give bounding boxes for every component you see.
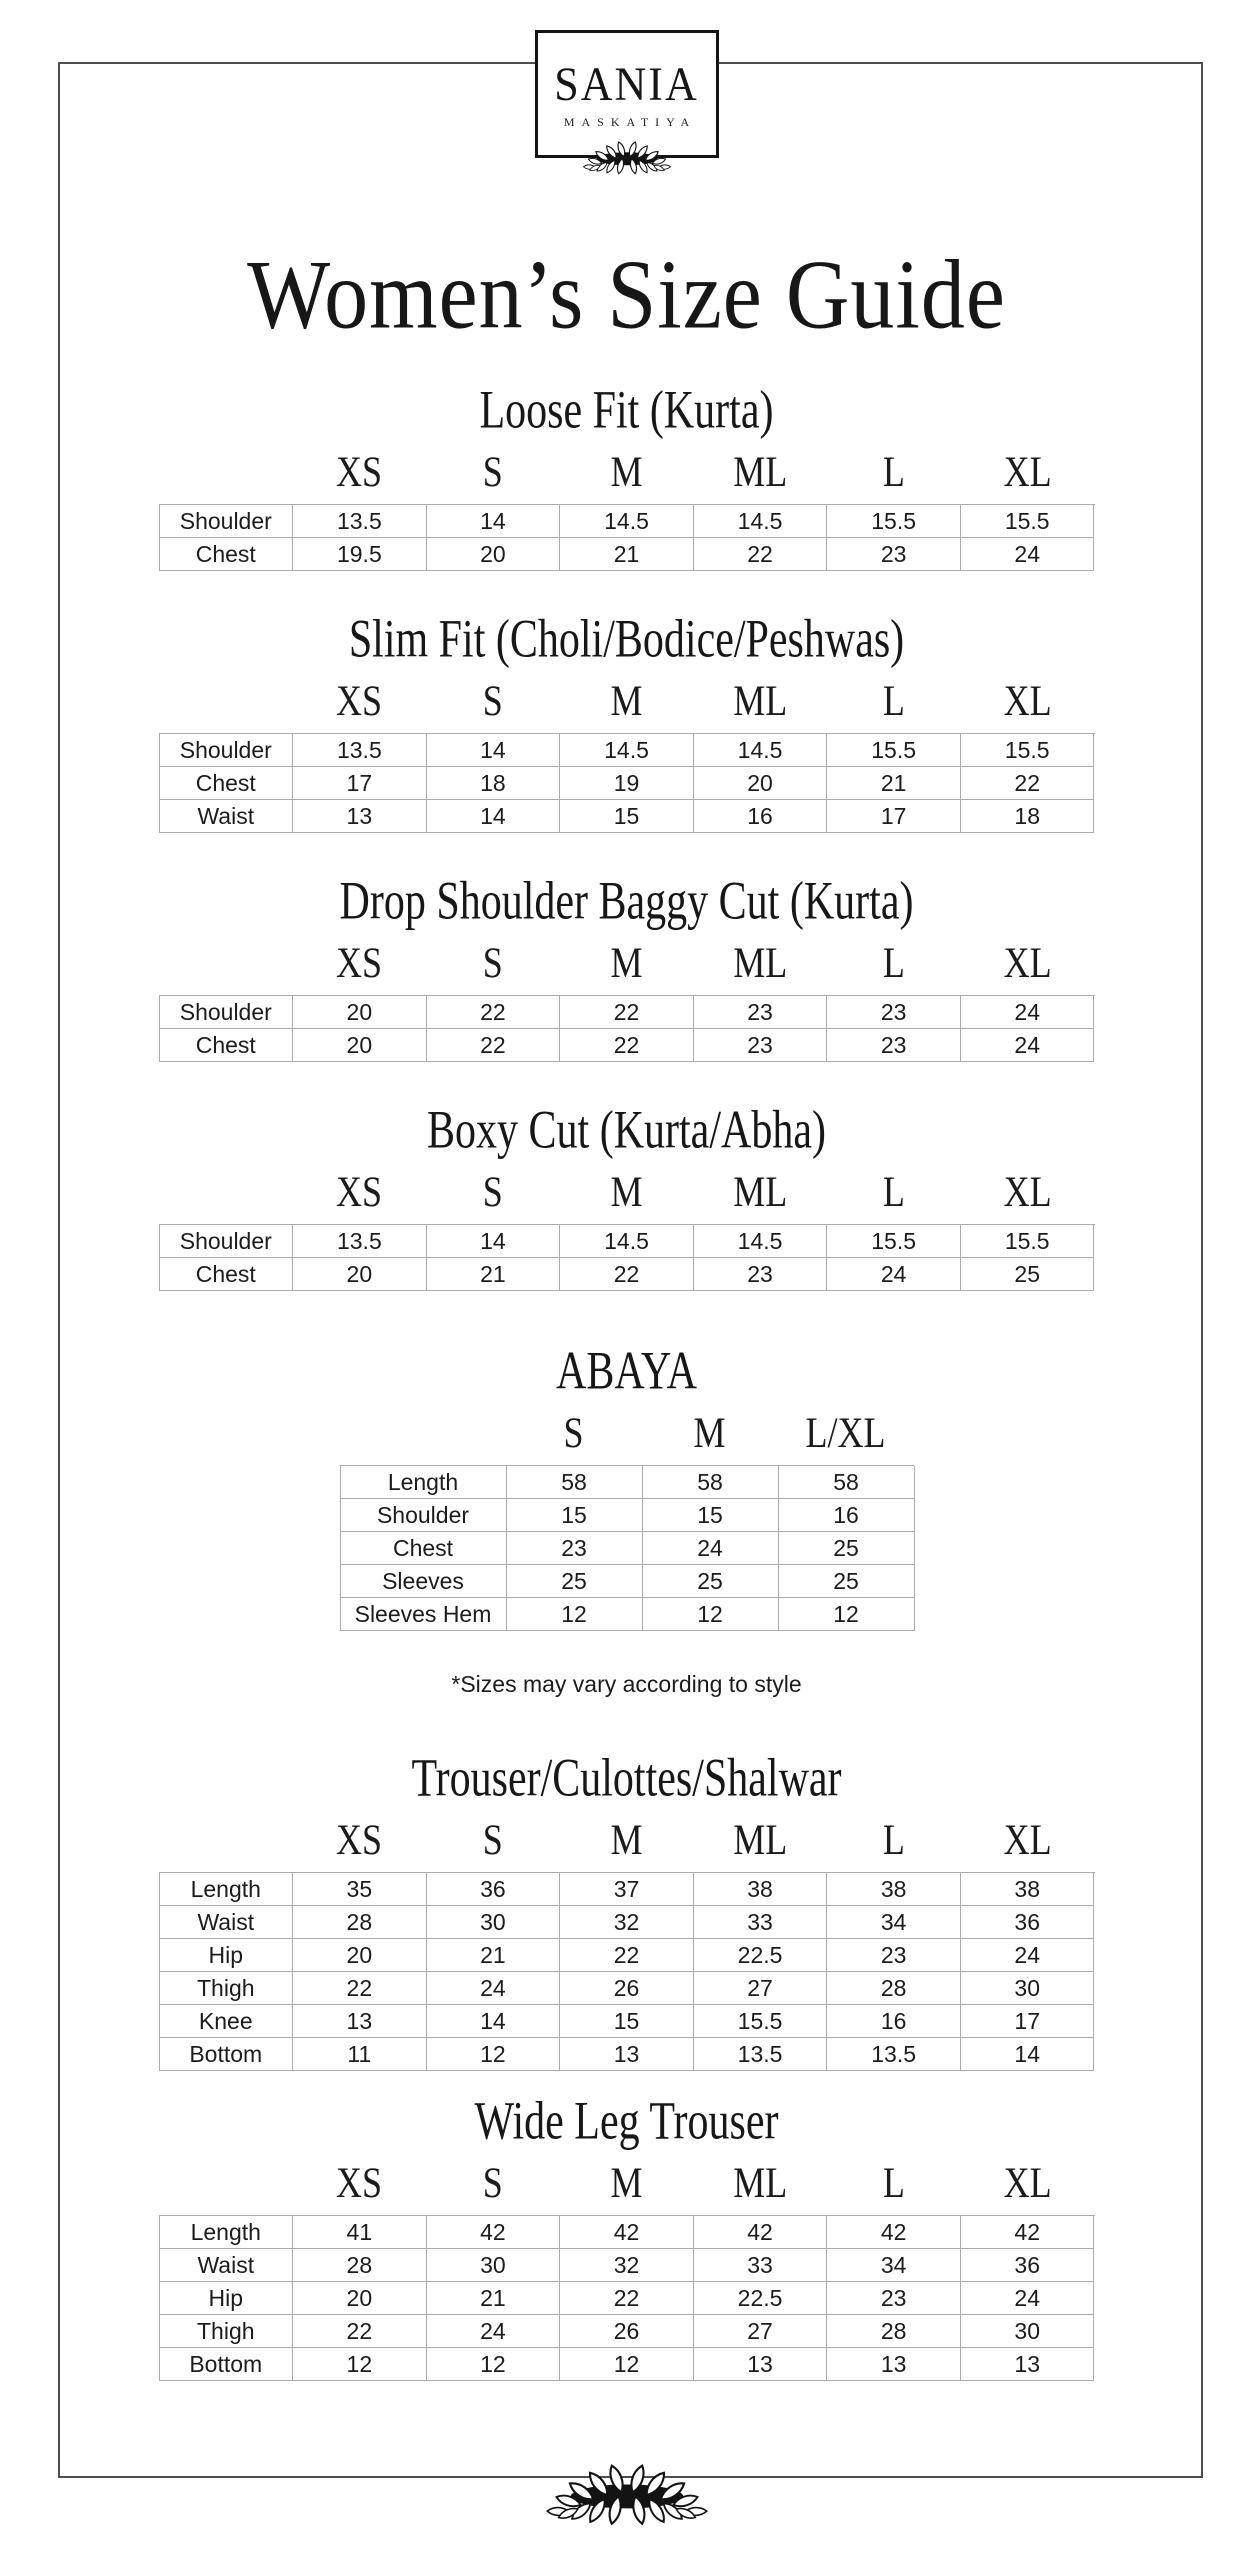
size-column-header: L xyxy=(882,676,905,725)
size-value: 32 xyxy=(560,2249,694,2282)
size-value: 20 xyxy=(694,767,828,800)
size-value: 27 xyxy=(694,1972,828,2005)
size-value: 23 xyxy=(507,1532,643,1565)
size-value: 23 xyxy=(694,996,828,1029)
size-value: 14 xyxy=(961,2038,1095,2071)
section-title-drop-shoulder: Drop Shoulder Baggy Cut (Kurta) xyxy=(339,872,914,932)
measure-label: Chest xyxy=(160,1029,294,1062)
size-value: 28 xyxy=(293,2249,427,2282)
size-column-header: S xyxy=(482,2158,503,2207)
size-value: 20 xyxy=(293,2282,427,2315)
size-value: 41 xyxy=(293,2216,427,2249)
measure-label: Knee xyxy=(160,2005,294,2038)
size-value: 22 xyxy=(560,996,694,1029)
measure-label: Waist xyxy=(160,2249,294,2282)
size-table-wide-leg xyxy=(159,2158,1095,2381)
size-value: 15.5 xyxy=(961,1225,1095,1258)
size-value: 14.5 xyxy=(560,505,694,538)
size-column-header: XS xyxy=(336,1815,383,1864)
section-title-trouser: Trouser/Culottes/Shalwar xyxy=(411,1749,842,1809)
size-column-header: L xyxy=(882,938,905,987)
section-drop-shoulder xyxy=(0,872,1253,1062)
size-value: 15.5 xyxy=(827,734,961,767)
size-value: 22 xyxy=(560,1258,694,1291)
size-value: 38 xyxy=(827,1873,961,1906)
measure-label: Chest xyxy=(160,538,294,571)
size-value: 30 xyxy=(427,2249,561,2282)
size-value: 37 xyxy=(560,1873,694,1906)
size-value: 19.5 xyxy=(293,538,427,571)
section-slim-fit xyxy=(0,610,1253,833)
size-value: 24 xyxy=(643,1532,779,1565)
size-value: 23 xyxy=(694,1258,828,1291)
size-header-row xyxy=(159,938,1095,995)
measure-label: Chest xyxy=(341,1532,507,1565)
section-title-boxy-cut: Boxy Cut (Kurta/Abha) xyxy=(427,1101,826,1161)
size-column-header: XL xyxy=(1003,1167,1052,1216)
size-value: 24 xyxy=(961,538,1095,571)
corner-cell xyxy=(159,1810,293,1872)
size-column-header: XS xyxy=(336,447,383,496)
size-value: 32 xyxy=(560,1906,694,1939)
size-value: 12 xyxy=(643,1598,779,1631)
size-value: 26 xyxy=(560,1972,694,2005)
section-boxy-cut xyxy=(0,1101,1253,1291)
size-value: 42 xyxy=(560,2216,694,2249)
size-value: 13.5 xyxy=(293,505,427,538)
size-column-header: M xyxy=(610,1815,643,1864)
size-value: 36 xyxy=(427,1873,561,1906)
size-value: 12 xyxy=(507,1598,643,1631)
size-value: 14 xyxy=(427,1225,561,1258)
size-value: 16 xyxy=(779,1499,915,1532)
size-column-header: XS xyxy=(336,676,383,725)
size-table-boxy-cut xyxy=(159,1167,1095,1291)
size-value: 14 xyxy=(427,800,561,833)
size-value: 17 xyxy=(293,767,427,800)
size-column-header: S xyxy=(563,1408,584,1457)
size-value: 21 xyxy=(427,1939,561,1972)
size-value: 13.5 xyxy=(694,2038,828,2071)
size-value: 14 xyxy=(427,2005,561,2038)
size-value: 42 xyxy=(827,2216,961,2249)
size-column-header: ML xyxy=(733,938,788,987)
size-column-header: M xyxy=(610,1167,643,1216)
measure-label: Shoulder xyxy=(160,996,294,1029)
size-value: 15.5 xyxy=(694,2005,828,2038)
size-value: 20 xyxy=(293,1939,427,1972)
measure-label: Hip xyxy=(160,2282,294,2315)
size-value: 16 xyxy=(827,2005,961,2038)
size-value: 24 xyxy=(961,1029,1095,1062)
size-value: 15.5 xyxy=(961,734,1095,767)
size-value: 22.5 xyxy=(694,1939,828,1972)
size-column-header: S xyxy=(482,1815,503,1864)
size-column-header: L xyxy=(882,2158,905,2207)
measure-label: Bottom xyxy=(160,2348,294,2381)
size-column-header: L/XL xyxy=(805,1408,886,1457)
size-value: 58 xyxy=(643,1466,779,1499)
size-column-header: ML xyxy=(733,447,788,496)
size-column-header: XL xyxy=(1003,1815,1052,1864)
measure-label: Shoulder xyxy=(160,1225,294,1258)
size-column-header: XL xyxy=(1003,938,1052,987)
measure-label: Chest xyxy=(160,1258,294,1291)
size-value: 13 xyxy=(293,2005,427,2038)
size-value: 12 xyxy=(560,2348,694,2381)
size-column-header: XL xyxy=(1003,2158,1052,2207)
size-value: 24 xyxy=(827,1258,961,1291)
size-column-header: ML xyxy=(733,1167,788,1216)
size-header-row xyxy=(159,447,1095,504)
size-column-header: L xyxy=(882,1815,905,1864)
size-value: 14.5 xyxy=(694,505,828,538)
measure-label: Chest xyxy=(160,767,294,800)
size-column-header: ML xyxy=(733,2158,788,2207)
size-column-header: M xyxy=(610,447,643,496)
size-value: 42 xyxy=(961,2216,1095,2249)
size-value: 21 xyxy=(560,538,694,571)
size-value: 21 xyxy=(427,1258,561,1291)
size-header-row xyxy=(159,1167,1095,1224)
corner-cell xyxy=(159,2153,293,2215)
size-table-loose-fit xyxy=(159,447,1095,571)
size-value: 21 xyxy=(427,2282,561,2315)
size-value: 22 xyxy=(961,767,1095,800)
measure-label: Sleeves Hem xyxy=(341,1598,507,1631)
size-grid xyxy=(159,504,1095,571)
size-value: 22 xyxy=(560,1029,694,1062)
size-value: 17 xyxy=(827,800,961,833)
corner-cell xyxy=(159,442,293,504)
size-value: 12 xyxy=(779,1598,915,1631)
size-value: 13 xyxy=(694,2348,828,2381)
size-value: 36 xyxy=(961,1906,1095,1939)
size-value: 24 xyxy=(427,1972,561,2005)
size-value: 28 xyxy=(827,2315,961,2348)
size-value: 13 xyxy=(961,2348,1095,2381)
size-column-header: L xyxy=(882,1167,905,1216)
size-value: 15 xyxy=(560,2005,694,2038)
measure-label: Waist xyxy=(160,800,294,833)
brand-name: SANIA xyxy=(554,58,699,111)
size-value: 23 xyxy=(827,2282,961,2315)
size-value: 20 xyxy=(293,1258,427,1291)
size-table-trouser xyxy=(159,1815,1095,2071)
size-value: 14.5 xyxy=(694,1225,828,1258)
size-value: 15 xyxy=(560,800,694,833)
size-value: 22 xyxy=(427,996,561,1029)
size-value: 12 xyxy=(427,2038,561,2071)
size-value: 30 xyxy=(961,1972,1095,2005)
size-grid xyxy=(159,995,1095,1062)
corner-cell xyxy=(159,1162,293,1224)
size-value: 17 xyxy=(961,2005,1095,2038)
size-value: 13.5 xyxy=(293,734,427,767)
size-value: 22.5 xyxy=(694,2282,828,2315)
size-value: 14 xyxy=(427,505,561,538)
measure-label: Shoulder xyxy=(160,505,294,538)
size-value: 22 xyxy=(560,1939,694,1972)
measure-label: Sleeves xyxy=(341,1565,507,1598)
section-abaya xyxy=(0,1342,1253,1631)
size-column-header: M xyxy=(610,2158,643,2207)
measure-label: Thigh xyxy=(160,1972,294,2005)
size-column-header: L xyxy=(882,447,905,496)
size-column-header: S xyxy=(482,1167,503,1216)
size-value: 34 xyxy=(827,1906,961,1939)
size-value: 38 xyxy=(694,1873,828,1906)
size-header-row xyxy=(159,1815,1095,1872)
size-value: 19 xyxy=(560,767,694,800)
size-value: 23 xyxy=(827,1029,961,1062)
size-value: 36 xyxy=(961,2249,1095,2282)
size-value: 13 xyxy=(560,2038,694,2071)
brand-subname: MASKATIYA xyxy=(563,115,697,129)
measure-label: Bottom xyxy=(160,2038,294,2071)
size-column-header: S xyxy=(482,676,503,725)
size-value: 25 xyxy=(507,1565,643,1598)
size-value: 38 xyxy=(961,1873,1095,1906)
size-value: 33 xyxy=(694,1906,828,1939)
size-value: 22 xyxy=(694,538,828,571)
size-value: 25 xyxy=(961,1258,1095,1291)
size-grid xyxy=(159,2215,1095,2381)
size-column-header: S xyxy=(482,938,503,987)
size-header-row xyxy=(340,1408,914,1465)
size-value: 12 xyxy=(293,2348,427,2381)
size-value: 14.5 xyxy=(560,734,694,767)
section-loose-fit-kurta xyxy=(0,381,1253,571)
size-header-row xyxy=(159,2158,1095,2215)
footer-laurel-ornament-icon xyxy=(539,2458,715,2532)
size-column-header: M xyxy=(610,938,643,987)
size-value: 20 xyxy=(293,1029,427,1062)
brand-logo xyxy=(535,30,719,158)
size-column-header: ML xyxy=(733,676,788,725)
size-grid xyxy=(159,1872,1095,2071)
size-value: 24 xyxy=(961,1939,1095,1972)
size-value: 34 xyxy=(827,2249,961,2282)
size-value: 14.5 xyxy=(560,1225,694,1258)
size-grid xyxy=(340,1465,914,1631)
size-value: 13 xyxy=(293,800,427,833)
section-title-wide-leg: Wide Leg Trouser xyxy=(474,2092,779,2152)
size-value: 18 xyxy=(427,767,561,800)
size-value: 23 xyxy=(827,538,961,571)
size-value: 28 xyxy=(293,1906,427,1939)
size-value: 13.5 xyxy=(827,2038,961,2071)
size-value: 25 xyxy=(779,1532,915,1565)
size-table-drop-shoulder xyxy=(159,938,1095,1062)
size-value: 15 xyxy=(643,1499,779,1532)
laurel-ornament-icon xyxy=(579,137,675,179)
size-value: 20 xyxy=(293,996,427,1029)
size-value: 20 xyxy=(427,538,561,571)
size-column-header: XL xyxy=(1003,447,1052,496)
size-column-header: ML xyxy=(733,1815,788,1864)
measure-label: Length xyxy=(160,2216,294,2249)
page-title: Women’s Size Guide xyxy=(247,241,1006,350)
size-value: 28 xyxy=(827,1972,961,2005)
size-value: 22 xyxy=(427,1029,561,1062)
size-column-header: XS xyxy=(336,1167,383,1216)
corner-cell xyxy=(159,933,293,995)
size-grid xyxy=(159,1224,1095,1291)
size-column-header: M xyxy=(610,676,643,725)
measure-label: Shoulder xyxy=(160,734,294,767)
size-value: 26 xyxy=(560,2315,694,2348)
size-column-header: M xyxy=(693,1408,726,1457)
size-column-header: XS xyxy=(336,938,383,987)
section-trouser-culottes-shalwar xyxy=(0,1749,1253,2071)
size-value: 27 xyxy=(694,2315,828,2348)
size-value: 23 xyxy=(694,1029,828,1062)
size-value: 58 xyxy=(779,1466,915,1499)
size-table-abaya xyxy=(340,1408,914,1631)
measure-label: Length xyxy=(160,1873,294,1906)
section-title-slim-fit: Slim Fit (Choli/Bodice/Peshwas) xyxy=(348,610,905,670)
size-value: 12 xyxy=(427,2348,561,2381)
size-table-slim-fit xyxy=(159,676,1095,833)
section-title-abaya: ABAYA xyxy=(556,1342,697,1402)
size-value: 11 xyxy=(293,2038,427,2071)
size-column-header: XL xyxy=(1003,676,1052,725)
size-value: 58 xyxy=(507,1466,643,1499)
size-value: 25 xyxy=(779,1565,915,1598)
size-value: 23 xyxy=(827,1939,961,1972)
size-value: 15.5 xyxy=(827,505,961,538)
section-title-loose-fit: Loose Fit (Kurta) xyxy=(479,381,774,441)
size-value: 18 xyxy=(961,800,1095,833)
size-value: 13.5 xyxy=(293,1225,427,1258)
size-value: 24 xyxy=(961,2282,1095,2315)
size-value: 13 xyxy=(827,2348,961,2381)
size-value: 22 xyxy=(293,1972,427,2005)
size-value: 42 xyxy=(694,2216,828,2249)
size-column-header: XS xyxy=(336,2158,383,2207)
corner-cell xyxy=(340,1403,506,1465)
size-value: 14.5 xyxy=(694,734,828,767)
measure-label: Shoulder xyxy=(341,1499,507,1532)
size-header-row xyxy=(159,676,1095,733)
size-column-header: S xyxy=(482,447,503,496)
size-value: 25 xyxy=(643,1565,779,1598)
measure-label: Hip xyxy=(160,1939,294,1972)
measure-label: Length xyxy=(341,1466,507,1499)
measure-label: Waist xyxy=(160,1906,294,1939)
size-value: 14 xyxy=(427,734,561,767)
size-value: 33 xyxy=(694,2249,828,2282)
size-value: 42 xyxy=(427,2216,561,2249)
size-value: 21 xyxy=(827,767,961,800)
size-value: 35 xyxy=(293,1873,427,1906)
size-value: 24 xyxy=(961,996,1095,1029)
size-value: 30 xyxy=(427,1906,561,1939)
size-value: 15.5 xyxy=(961,505,1095,538)
size-value: 23 xyxy=(827,996,961,1029)
size-value: 16 xyxy=(694,800,828,833)
size-value: 30 xyxy=(961,2315,1095,2348)
size-value: 22 xyxy=(293,2315,427,2348)
sizing-disclaimer: *Sizes may vary according to style xyxy=(451,1671,802,1698)
size-value: 15.5 xyxy=(827,1225,961,1258)
measure-label: Thigh xyxy=(160,2315,294,2348)
size-grid xyxy=(159,733,1095,833)
size-value: 22 xyxy=(560,2282,694,2315)
section-wide-leg-trouser xyxy=(0,2092,1253,2381)
size-value: 15 xyxy=(507,1499,643,1532)
corner-cell xyxy=(159,671,293,733)
size-value: 24 xyxy=(427,2315,561,2348)
